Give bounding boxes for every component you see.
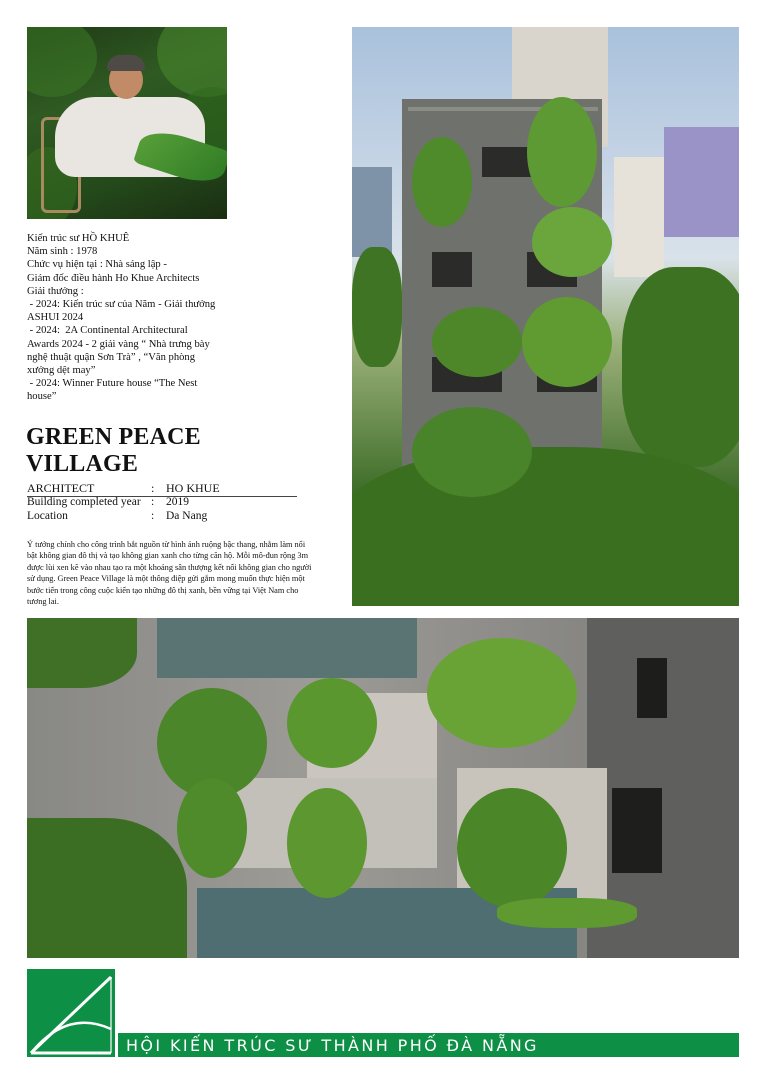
info-key: Building completed year xyxy=(27,496,141,508)
info-key: Location xyxy=(27,510,68,522)
bio-line: Kiến trúc sư HỒ KHUÊ xyxy=(27,233,130,244)
info-value: 2019 xyxy=(166,496,189,508)
info-value: HO KHUE xyxy=(166,481,220,495)
bio-line: nghệ thuật quận Sơn Trà” , “Văn phòng xyxy=(27,351,196,363)
bio-line: house” xyxy=(27,391,57,403)
project-title xyxy=(26,424,201,478)
association-logo xyxy=(27,969,115,1057)
project-title-line: GREEN PEACE xyxy=(26,424,201,450)
architect-portrait-image xyxy=(27,27,227,219)
info-value: Da Nang xyxy=(166,510,208,522)
bio-line: - 2024: Winner Future house “The Nest xyxy=(27,378,198,390)
project-description: Ý tưởng chính cho công trình bắt nguồn từ hình ảnh ruộng bậc thang, nhằm làm nổi bật không gian đô thị và tạo không gian xanh cho từng căn hộ. Mỗi mô-đun rộng 3m được lùi xen kẽ vào nhau tạo ra một khoảng sân thượng kết nối không gian cho người sử dụng. Green Peace Village là một thông điệp gửi gắm mong muốn thực hiện một bước tiến trong công cuộc kiến tạo những đô thị xanh, bền vững tại Việt Nam cho tương lai. xyxy=(27,540,312,607)
bio-line: - 2024: 2A Continental Architectural xyxy=(27,325,188,337)
project-title-line: VILLAGE xyxy=(26,451,139,477)
bio-line: - 2024: Kiến trúc sư của Năm - Giải thưởng xyxy=(27,299,216,311)
aerial-rooftop-image xyxy=(27,618,739,958)
bio-line: Giải thưởng : xyxy=(27,285,84,297)
info-separator: : xyxy=(151,510,155,522)
info-separator: : xyxy=(151,481,155,495)
bio-line: Awards 2024 - 2 giải vàng “ Nhà trưng bày xyxy=(27,338,210,350)
footer-banner xyxy=(118,1033,739,1057)
bio-line: Năm sinh : 1978 xyxy=(27,246,98,258)
bio-line: Giám đốc điều hành Ho Khue Architects xyxy=(27,272,200,284)
info-separator: : xyxy=(151,496,155,508)
bio-line: ASHUI 2024 xyxy=(27,312,84,324)
building-facade-image xyxy=(352,27,739,606)
info-key: ARCHITECT xyxy=(27,481,95,495)
bio-line: Chức vụ hiện tại : Nhà sáng lập - xyxy=(27,259,167,271)
organization-name: HỘI KIẾN TRÚC SƯ THÀNH PHỐ ĐÀ NẴNG xyxy=(126,1036,539,1055)
bio-line: xưởng dệt may” xyxy=(27,365,96,377)
logo-mark xyxy=(27,969,115,1057)
architect-biography xyxy=(27,232,237,404)
